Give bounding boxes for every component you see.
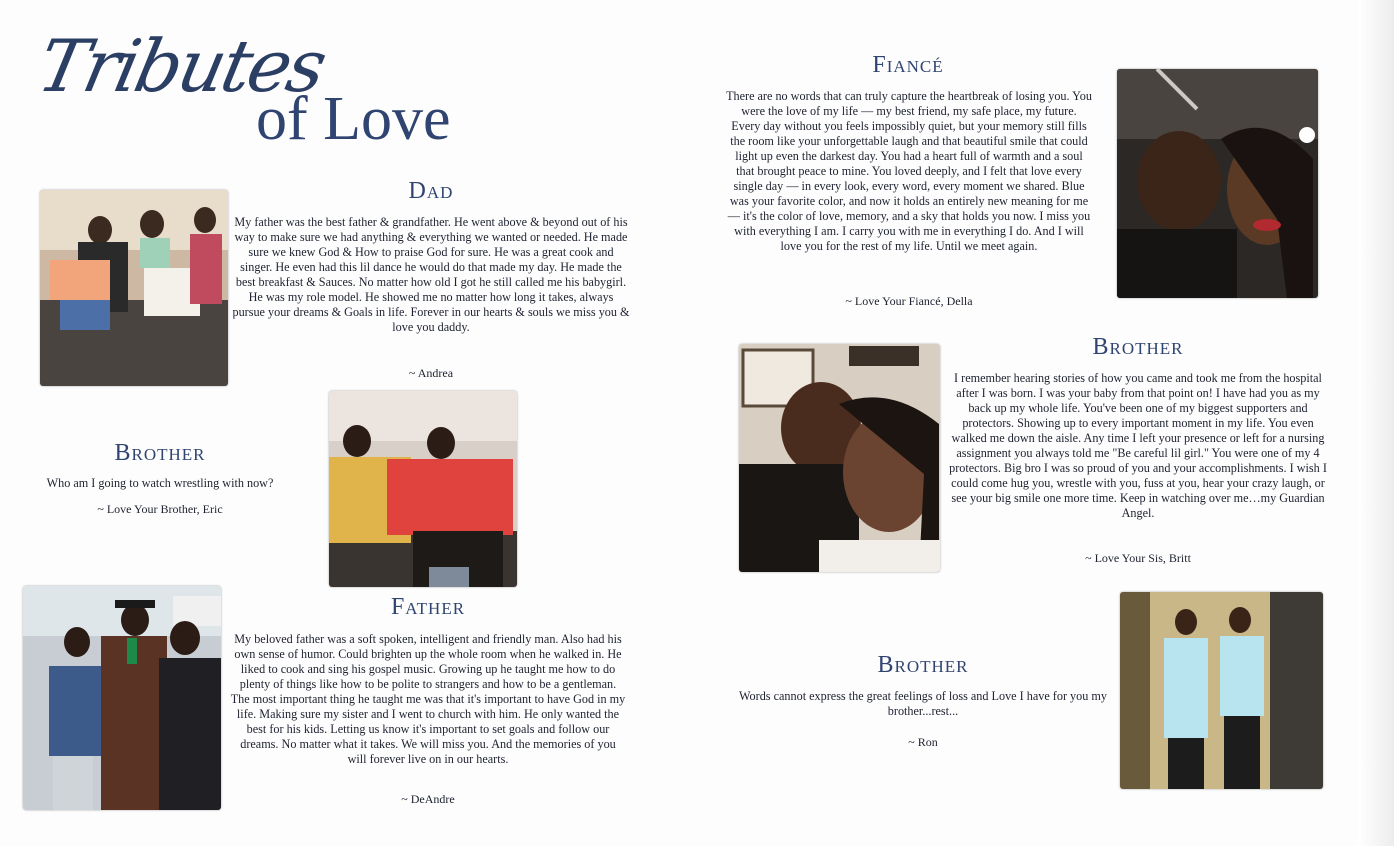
father-signature: ~ DeAndre [401, 792, 455, 806]
brother-eric-text: Who am I going to watch wrestling with now? [46, 476, 274, 490]
brother-eric-signature: ~ Love Your Brother, Eric [97, 502, 223, 516]
fiance-heading: Fiancé [872, 52, 944, 78]
britt-selfie-photo [739, 344, 940, 572]
brother-eric-heading: Brother [114, 440, 206, 466]
title-main: of Love [256, 85, 451, 153]
dad-text: My father was the best father & grandfather. He went above & beyond out of his way to make sure we had anything & everything we wanted or needed. He made sure we knew God & How to praise God for sure. He was a great cook and singer. He even had this lil dance he would do that made my day. He made the best breakfast & Sauces. No matter how old I got he still called me his babygirl. He was my role model. He showed me no matter how long it takes, always pursue your dreams & Goals in life. Forever in our hearts & souls we miss you & love you daddy. [232, 215, 630, 334]
father-text: My beloved father was a soft spoken, intelligent and friendly man. Also had his own sense of humor. Could brighten up the whole room when he walked in. He liked to cook and sing his gospel music. Growing up he taught me how to do plenty of things like how to be polite to strangers and how to be a gentleman. The most important thing he taught me was that it's important to have God in my life. Making sure my sister and I went to church with him. He only wanted the best for his kids. Letting us know it's important to set goals and follow our dreams. No matter what it takes. We will miss you. And the memories of you will forever live on in our hearts. [230, 632, 626, 766]
eric-couch-photo [329, 391, 517, 587]
dad-signature: ~ Andrea [408, 366, 454, 380]
brother-ron-text: Words cannot express the great feelings of loss and Love I have for you my brother...rest... [739, 689, 1107, 718]
fiance-selfie-photo [1117, 69, 1318, 298]
brother-ron-signature: ~ Ron [908, 735, 938, 749]
dad-family-photo [40, 190, 228, 386]
brother-ron-heading: Brother [877, 652, 969, 678]
father-heading: Father [390, 594, 466, 620]
fiance-text: There are no words that can truly capture the heartbreak of losing you. You were the love of my life — my best friend, my safe place, my future. Every day without you feels impossibly quiet, but your memory still fills the room like your unforgettable laugh and that beautiful smile that could light up even the darkest day. You had a heart full of warmth and a soul that brought peace to mine. You loved deeply, and I felt that love every single day — in every look, every word, every moment we shared. Blue was your favorite color, and now it holds an entirely new meaning for me — it's the color of love, memory, and a sky that holds you now. I miss you with everything I am. I carry you with me in everything I do. And I will love you for the rest of my life. Until we meet again. [726, 89, 1092, 253]
brothers-tuxedo-photo [1120, 592, 1323, 789]
page-fold-shadow [1358, 0, 1394, 846]
dad-heading: Dad [408, 178, 454, 204]
title-script: Tributes [31, 24, 332, 108]
brother-britt-signature: ~ Love Your Sis, Britt [1085, 551, 1191, 565]
fiance-signature: ~ Love Your Fiancé, Della [845, 294, 973, 308]
brother-britt-heading: Brother [1092, 334, 1184, 360]
brother-britt-text: I remember hearing stories of how you came and took me from the hospital after I was born. I was your baby from that point on! I have had you as my back up my whole life. You've been one of my biggest supporters and protectors. Showing up to every important moment in my life. You even walked me down the aisle. Any time I left your presence or left for a nursing assignment you always told me "Be careful lil girl." You were one of my 4 protectors. Big bro I was so proud of you and your accomplishments. I wish I could come hug you, wrestle with you, fuss at you, hear your crazy laugh, or see your big smile one more time. Keep in watching over me…my Guardian Angel. [949, 371, 1327, 520]
graduation-photo [23, 586, 221, 810]
